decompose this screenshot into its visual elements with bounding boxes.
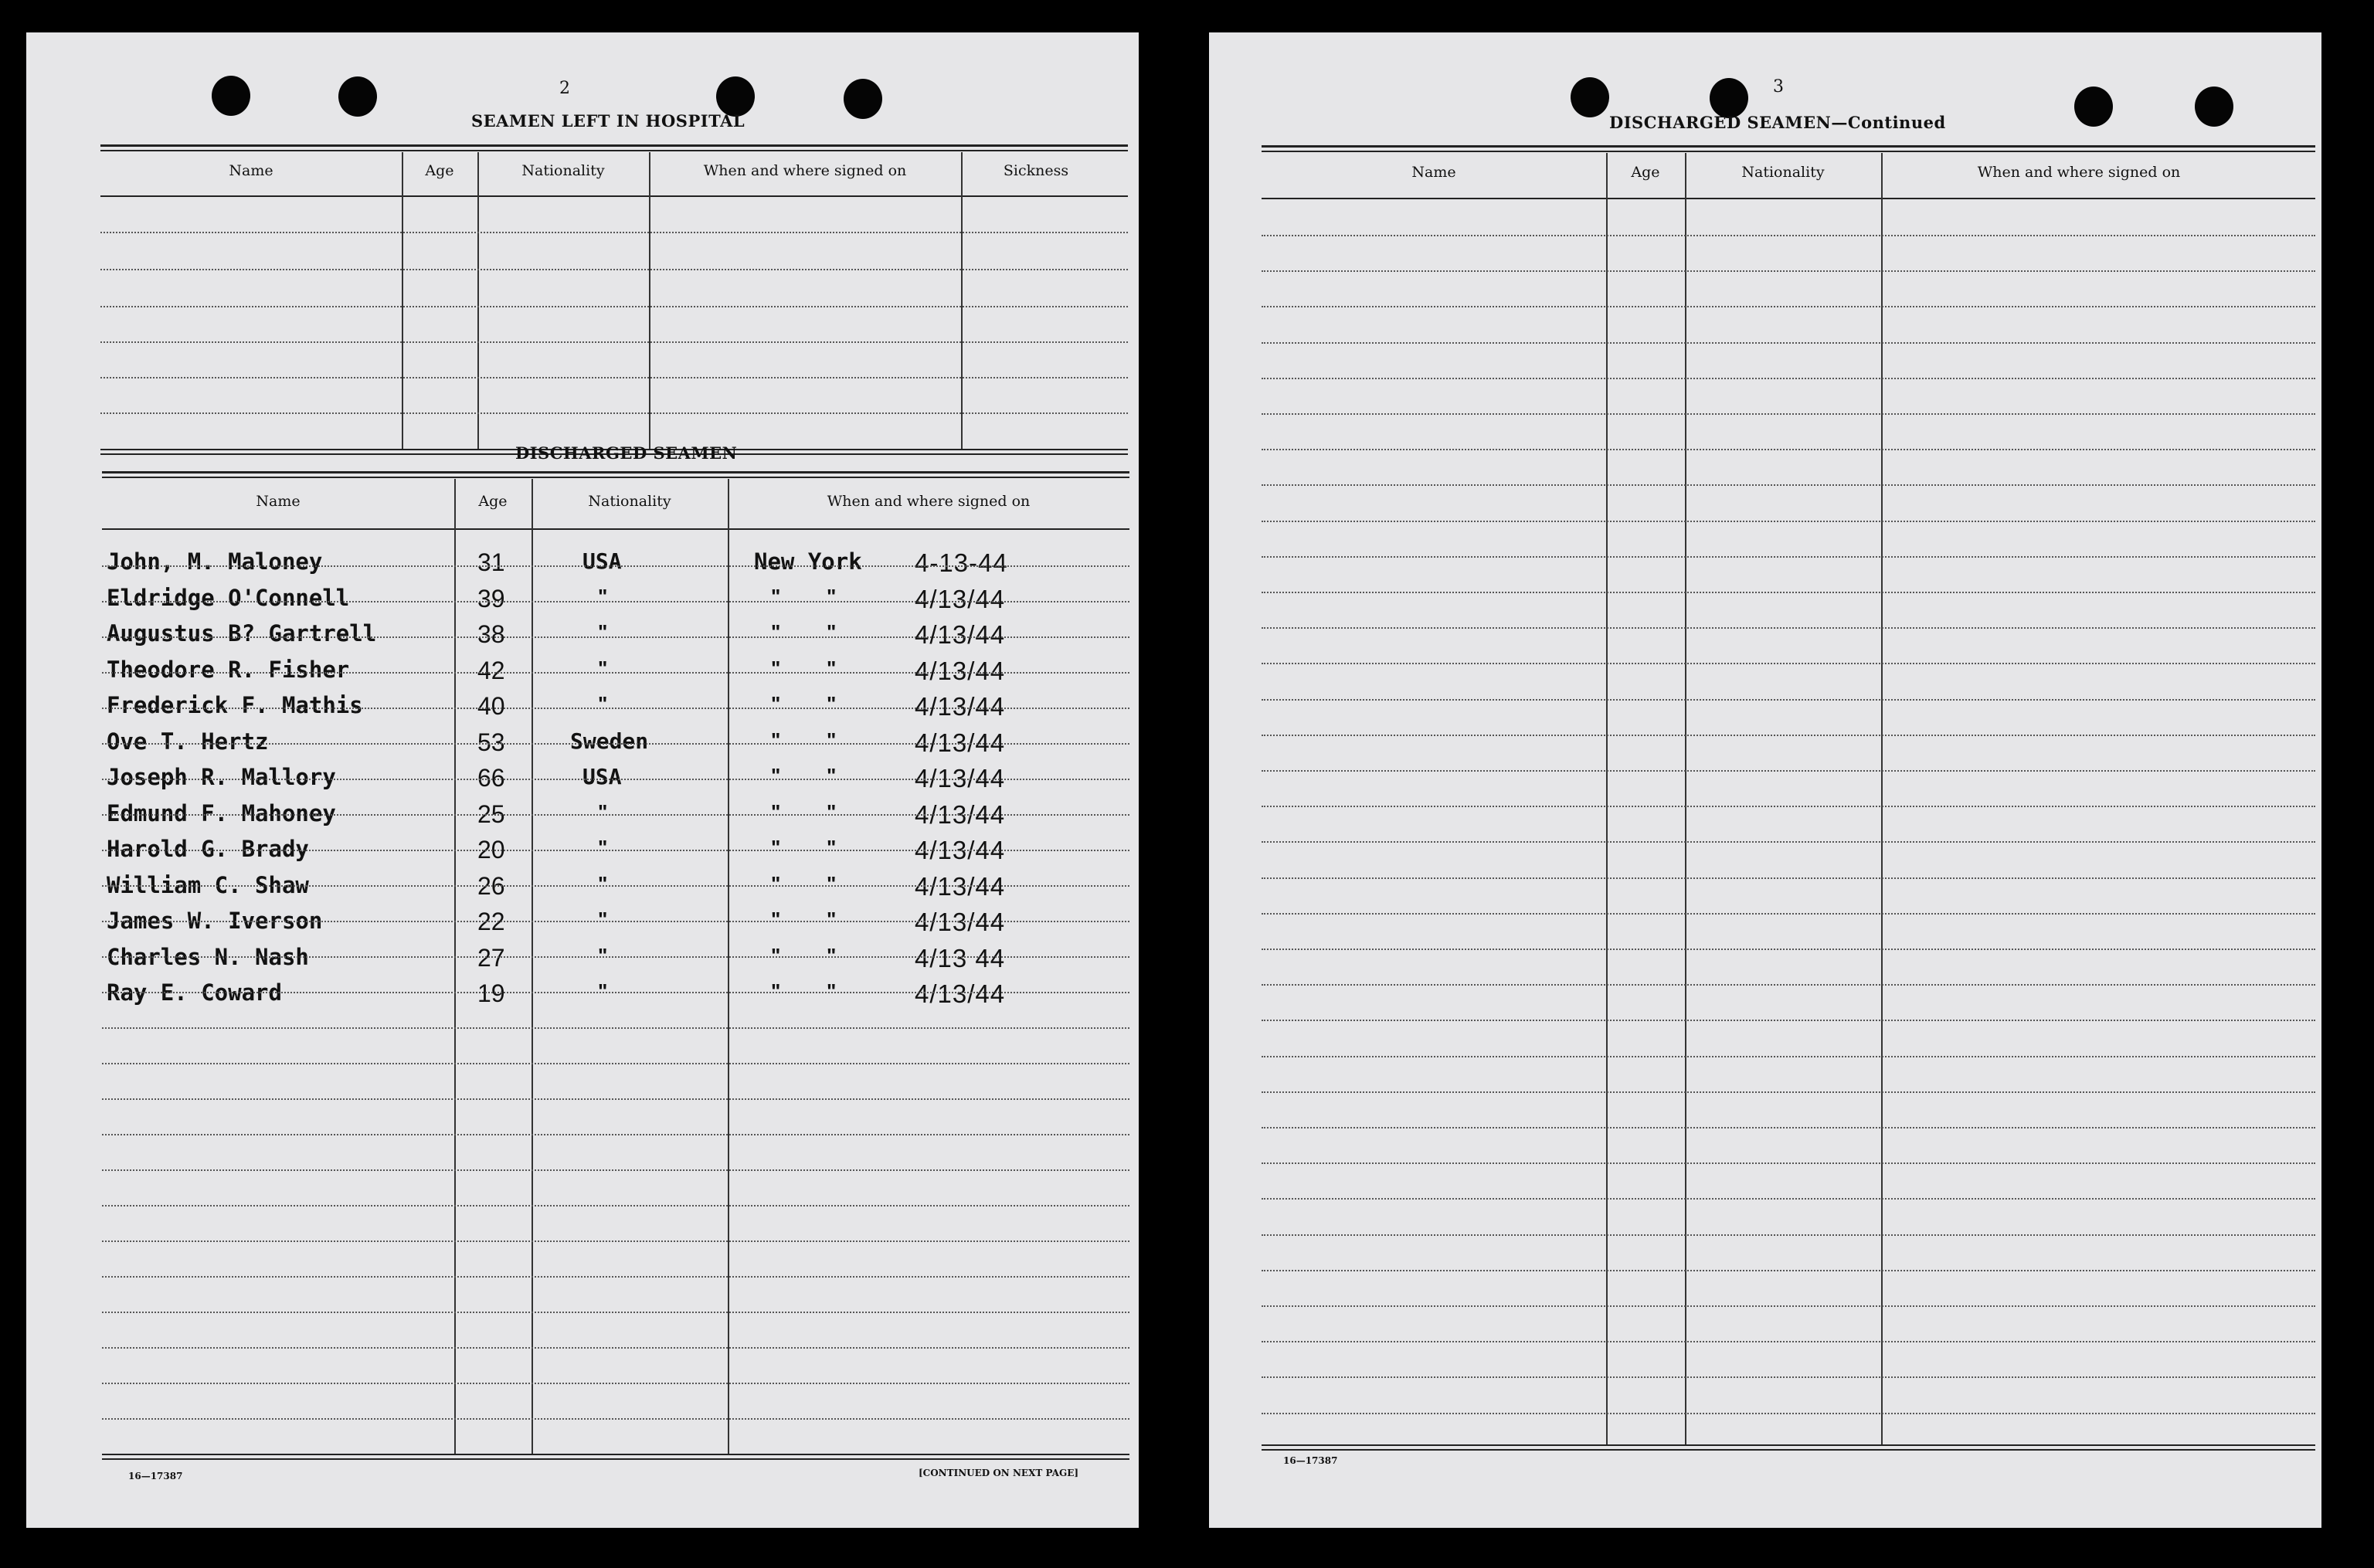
discharged-continued-title	[1609, 113, 1946, 132]
signed-on-place-ditto: "	[827, 764, 837, 787]
seaman-age: 38	[477, 620, 505, 648]
signed-on-place-ditto: "	[827, 836, 837, 859]
signed-on-place: "	[771, 656, 781, 680]
signed-on-place: "	[771, 584, 781, 608]
seaman-name: James W. Iverson	[107, 908, 323, 934]
col-header-nationality: Nationality	[588, 493, 671, 510]
col-header-age: Age	[425, 162, 454, 179]
seaman-name: Theodore R. Fisher	[107, 656, 350, 683]
signed-on-date: 4/13/44	[915, 799, 1006, 829]
seaman-name: Ray E. Coward	[107, 979, 282, 1006]
right-page	[1209, 32, 2321, 1528]
seaman-age: 20	[477, 836, 505, 864]
seaman-name: Joseph R. Mallory	[107, 764, 336, 790]
seaman-age: 42	[477, 656, 505, 684]
signed-on-place-ditto: "	[827, 728, 837, 752]
col-header-nationality: Nationality	[1741, 164, 1825, 181]
form-number: 16—17387	[1283, 1455, 1338, 1466]
signed-on-place: "	[771, 764, 781, 787]
signed-on-date: 4/13/44	[915, 656, 1006, 685]
signed-on-place: "	[771, 871, 781, 895]
page-number: 2	[559, 79, 570, 98]
col-header-name: Name	[256, 493, 301, 510]
continued-note: [CONTINUED ON NEXT PAGE]	[919, 1468, 1079, 1478]
seaman-nationality: "	[598, 836, 608, 859]
seaman-name: Ove T. Hertz	[107, 728, 269, 755]
seaman-name: William C. Shaw	[107, 871, 309, 898]
seaman-age: 27	[477, 943, 505, 972]
signed-on-place: "	[771, 620, 781, 643]
seaman-nationality: "	[598, 584, 608, 608]
signed-on-place-ditto: "	[827, 871, 837, 895]
signed-on-date: 4/13/44	[915, 979, 1006, 1008]
signed-on-date: 4/13/44	[915, 836, 1006, 864]
seaman-age: 66	[477, 764, 505, 792]
seaman-age: 19	[477, 979, 505, 1007]
col-header-nationality: Nationality	[521, 162, 605, 179]
seaman-age: 25	[477, 799, 505, 828]
seaman-age: 31	[477, 548, 505, 576]
left-page	[26, 32, 1139, 1528]
punch-hole	[2074, 87, 2113, 127]
title-main: DISCHARGED SEAMEN	[1609, 113, 1832, 132]
signed-on-date: 4/13/44	[915, 728, 1006, 757]
signed-on-date: 4/13/44	[915, 764, 1006, 792]
seaman-name: Edmund F. Mahoney	[107, 799, 336, 826]
signed-on-place: "	[771, 908, 781, 931]
signed-on-place-ditto: "	[827, 979, 837, 1003]
signed-on-place-ditto: "	[827, 620, 837, 643]
signed-on-date: 4-13-44	[915, 548, 1008, 577]
discharged-section-title: DISCHARGED SEAMEN	[515, 443, 738, 463]
seaman-age: 26	[477, 871, 505, 900]
seaman-nationality: "	[598, 943, 608, 967]
hospital-section-title: SEAMEN LEFT IN HOSPITAL	[471, 111, 745, 131]
signed-on-place: "	[771, 979, 781, 1003]
seaman-name: Eldridge O'Connell	[107, 584, 350, 611]
seaman-nationality: USA	[582, 764, 622, 789]
seaman-nationality: "	[598, 620, 608, 643]
punch-hole	[2195, 87, 2233, 127]
punch-hole	[844, 79, 882, 119]
seaman-name: Harold G. Brady	[107, 836, 309, 862]
signed-on-place-ditto: "	[827, 943, 837, 967]
form-number: 16—17387	[128, 1471, 183, 1481]
col-header-signed-on: When and where signed on	[827, 493, 1031, 510]
seaman-nationality: Sweden	[570, 728, 649, 754]
col-header-signed-on: When and where signed on	[1977, 164, 2181, 181]
punch-hole	[212, 76, 250, 116]
signed-on-place-ditto: "	[827, 692, 837, 715]
seaman-nationality: "	[598, 656, 608, 680]
signed-on-date: 4/13/44	[915, 620, 1006, 649]
seaman-name: Frederick F. Mathis	[107, 692, 363, 718]
punch-hole	[338, 76, 377, 117]
seaman-age: 39	[477, 584, 505, 613]
col-header-sickness: Sickness	[1003, 162, 1069, 179]
signed-on-place-ditto: "	[827, 908, 837, 931]
seaman-name: Charles N. Nash	[107, 943, 309, 970]
col-header-signed-on: When and where signed on	[703, 162, 907, 179]
seaman-name: Augustus B? Gartrell	[107, 620, 377, 647]
seaman-nationality: "	[598, 692, 608, 715]
seaman-nationality: "	[598, 908, 608, 931]
signed-on-place-ditto: "	[827, 799, 837, 823]
signed-on-place: "	[771, 692, 781, 715]
signed-on-place: "	[771, 728, 781, 752]
seaman-name: John, M. Maloney	[107, 548, 323, 575]
col-header-name: Name	[229, 162, 273, 179]
seaman-nationality: "	[598, 979, 608, 1003]
signed-on-place: New York	[754, 548, 862, 575]
signed-on-date: 4/13/44	[915, 584, 1006, 613]
seaman-age: 40	[477, 692, 505, 720]
signed-on-place: "	[771, 836, 781, 859]
col-header-age: Age	[1631, 164, 1660, 181]
seaman-age: 53	[477, 728, 505, 756]
signed-on-place-ditto: "	[827, 656, 837, 680]
page-number: 3	[1773, 77, 1784, 97]
seaman-nationality: "	[598, 871, 608, 895]
signed-on-date: 4/13/44	[915, 871, 1006, 901]
col-header-name: Name	[1411, 164, 1456, 181]
signed-on-date: 4/13 44	[915, 943, 1006, 972]
signed-on-place-ditto: "	[827, 584, 837, 608]
signed-on-date: 4/13/44	[915, 692, 1006, 721]
seaman-nationality: "	[598, 799, 608, 823]
signed-on-date: 4/13/44	[915, 908, 1006, 936]
title-suffix: —Continued	[1831, 113, 1946, 132]
signed-on-place: "	[771, 799, 781, 823]
punch-hole	[1571, 77, 1609, 117]
signed-on-place: "	[771, 943, 781, 967]
seaman-age: 22	[477, 908, 505, 935]
col-header-age: Age	[478, 493, 508, 510]
seaman-nationality: USA	[582, 548, 622, 574]
